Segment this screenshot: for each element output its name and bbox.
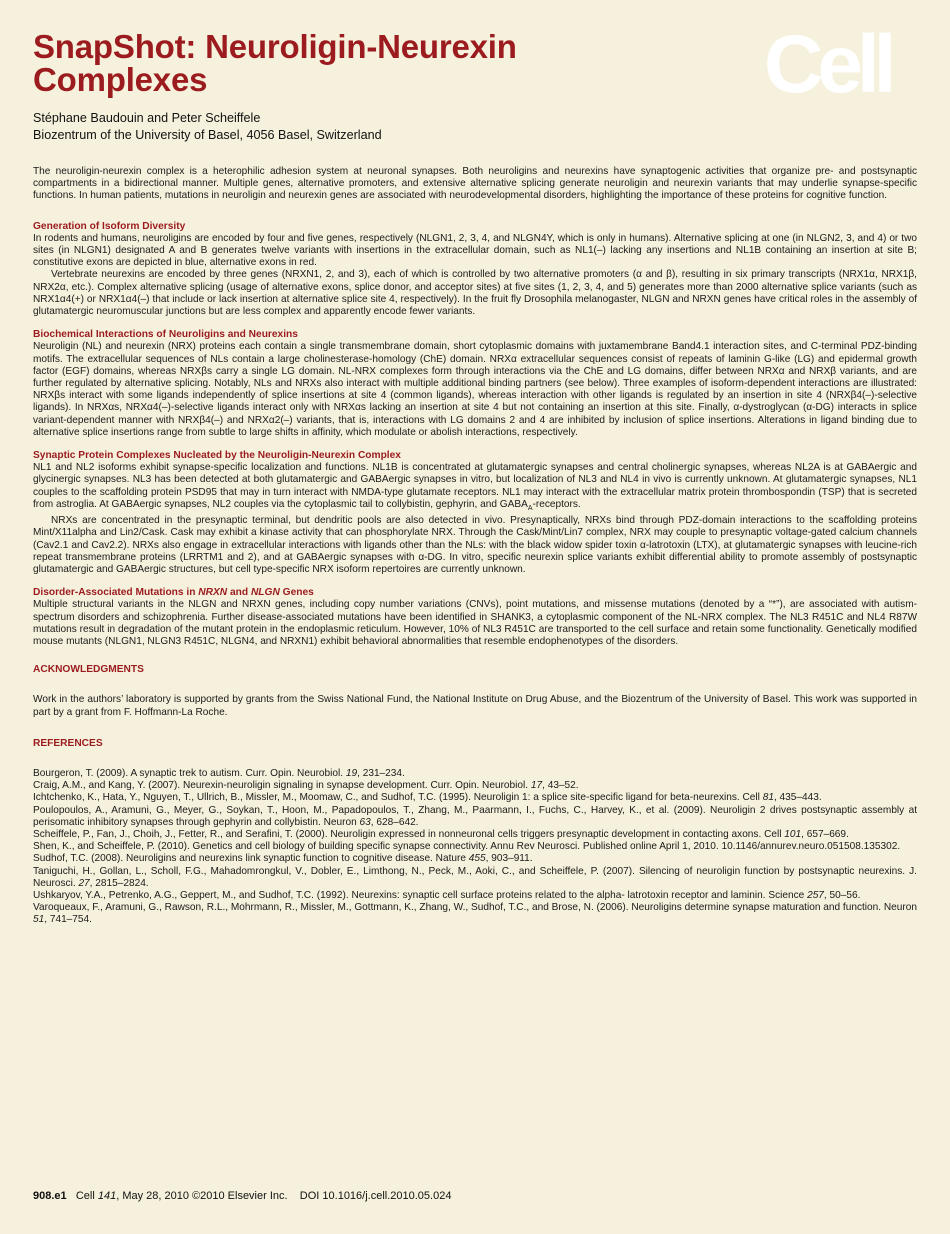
reference-item	[33, 902, 917, 926]
author-block	[33, 110, 733, 144]
reference-item	[33, 780, 917, 792]
reference-pages: , 2815–2824.	[89, 877, 149, 889]
section-paragraph: Multiple structural variants in the NLGN and NRXN genes, including copy number variations (CNVs), point mutations, and missense mutations (denoted by a “*”), are associated with autism-spectrum disorders and schizophrenia. Further disease-associated mutations have been identified in SHANK3, a cytoplasmic component of the NL-NRX complex. The NL3 R451C and NL4 R87W mutations result in degradation of the mutant protein in the endoplasmic reticulum. However, 10% of NL3 R451C are transported to the cell surface and retain some functionality. Genetically modified mouse mutants (NLGN1, NLGN3 R451C, NLGN4, and NRXN1) exhibit behavioral abnormalities that resemble endophenotypes of the disorders.	[33, 599, 917, 647]
reference-text: Scheiffele, P., Fan, J., Choih, J., Fetter, R., and Serafini, T. (2000). Neuroligin expressed in nonneuronal cells triggers presynaptic development in contacting axons. Cell	[33, 828, 785, 840]
reference-volume: 455	[468, 853, 486, 865]
reference-volume: 17	[530, 780, 543, 792]
reference-item	[33, 841, 917, 853]
reference-volume: 51	[33, 914, 45, 926]
reference-pages: , 903–911.	[485, 853, 533, 865]
references	[33, 738, 917, 927]
acknowledgments	[33, 664, 917, 719]
reference-volume: 27	[78, 877, 90, 889]
reference-volume: 63	[359, 816, 371, 828]
reference-pages: , 50–56.	[823, 889, 861, 901]
reference-pages: , 231–234.	[357, 767, 405, 779]
reference-pages: , 628–642.	[370, 816, 419, 828]
section-heading: Synaptic Protein Complexes Nucleated by the Neuroligin-Neurexin Complex	[33, 450, 401, 462]
article-body	[33, 166, 917, 927]
title-line-2: Complexes	[33, 61, 208, 98]
heading-part: Disorder-Associated Mutations in	[33, 587, 199, 599]
subscript: A	[527, 504, 533, 512]
heading-part: and	[227, 587, 251, 599]
journal-volume: 141	[97, 1190, 117, 1202]
reference-text: Ichtchenko, K., Hata, Y., Nguyen, T., Ullrich, B., Missler, M., Moomaw, C., and Sudhof, T.C. (1995). Neuroligin 1: a splice site-specific ligand for beta-neurexins. Cell	[33, 792, 763, 804]
reference-volume: 257	[807, 889, 824, 901]
section-paragraph	[33, 462, 917, 515]
section-paragraph: In rodents and humans, neuroligins are encoded by four and five genes, respectively (NLGN1, 2, 3, 4, and NLGN4Y, which is only in humans). Alternative splicing at one (in NLGN2, 3, and 4) or two sites (in NLGN1) designated A and B generates twelve variants with insertions in the extracellular domain, such as NL1(–) lacking any insertions and NL1B containing an insertion at site B; constitutive exons are depicted in blue, alternative exons in red.	[33, 232, 917, 269]
acknowledgments-heading: ACKNOWLEDGMENTS	[33, 664, 144, 676]
section-disorder-mutations	[33, 587, 917, 648]
heading-part: Genes	[279, 587, 314, 599]
paragraph-text: NL1 and NL2 isoforms exhibit synapse-specific localization and functions. NL1B is concentrated at glutamatergic synapses and central cholinergic synapses, whereas NL2A is at GABAergic and glycinergic synapses. NL3 has been detected at both glutamatergic and GABAergic synapses in vitro, but localization of NL3 and NL4 in vivo is currently unknown. At glutamatergic synapses, NL1 couples to the scaffolding protein PSD95 that may in turn interact with NMDA-type glutamate receptors. NL1 may interact with the extracellular matrix protein thrombospondin (TSP) that is secreted from astroglia. At GABAergic synapses, NL2 couples via the cytoplasmic tail to collybistin, gephyrin, and GABA	[33, 462, 917, 510]
reference-text: Ushkaryov, Y.A., Petrenko, A.G., Geppert, M., and Sudhof, T.C. (1992). Neurexins: synaptic cell surface proteins related to the alpha- latrotoxin receptor and laminin. Science	[33, 889, 808, 901]
reference-item	[33, 768, 917, 780]
reference-text: Craig, A.M., and Kang, Y. (2007). Neurexin-neuroligin signaling in synapse development. Curr. Opin. Neurobiol.	[33, 780, 531, 792]
reference-text: Shen, K., and Scheiffele, P. (2010). Genetics and cell biology of building specific synapse connectivity. Annu Rev Neurosci. Published online April 1, 2010. 10.1146/annurev.neuro.051508.135302.	[33, 841, 901, 853]
reference-text: Bourgeron, T. (2009). A synaptic trek to autism. Curr. Opin. Neurobiol.	[33, 767, 346, 779]
section-heading	[33, 587, 917, 599]
reference-text: Sudhof, T.C. (2008). Neuroligins and neurexins link synaptic function to cognitive disease. Nature	[33, 853, 469, 865]
journal-name: Cell	[75, 1190, 98, 1202]
heading-gene: NLGN	[250, 587, 280, 599]
paragraph-text-end: -receptors.	[532, 498, 581, 510]
reference-item	[33, 829, 917, 841]
reference-volume: 19	[345, 767, 358, 779]
reference-pages: , 435–443.	[773, 792, 822, 804]
reference-volume: 101	[784, 828, 802, 840]
section-paragraph: NRXs are concentrated in the presynaptic terminal, but dendritic pools are also detected in vivo. Presynaptically, NRXs bind through PDZ-domain interactions to the scaffolding proteins Mint/X11alpha and Lin2/Cask. Cask may exhibit a kinase activity that can phosphorylate NRX. Through the Cask/Mint/Lin7 complex, NRX may couple to presynaptic voltage-gated calcium channels (Cav2.1 and Cav2.2). NRXs also engage in extracellular interactions with ligands other than the NLs: with the black widow spider toxin α-latrotoxin (LTX), at glutamatergic synapses with leucine-rich repeat transmembrane proteins (LRRTM1 and 2), and at GABAergic synapses with α-DG. In vitro, specific neurexin splice variants exhibit differential ability to promote assembly of postsynaptic glutamatergic and GABAergic structures, but cell type-specific NRX isoform repertoires are currently unknown.	[33, 515, 917, 575]
reference-item	[33, 792, 917, 804]
section-paragraph: Vertebrate neurexins are encoded by three genes (NRXN1, 2, and 3), each of which is controlled by two alternative promoters (α and β), resulting in six primary transcripts (NRX1α, NRX1β, NRX2α, etc.). Complex alternative splicing (usage of alternative exons, splice donor, and acceptor sites) at five sites (1, 2, 3, 4, and 5) generates more than 2000 alternative splice variants (such as NRX1α4(+) or NRX1α4(–) that include or lack insertion at alternative splice site 4, respectively). In the fruit fly Drosophila melanogaster, NLGN and NRXN genes have critical roles in the assembly of glutamatergic neuromuscular junctions but are less complex and apparently encode fewer variants.	[33, 269, 917, 318]
reference-pages: , 741–754.	[44, 914, 92, 926]
reference-list	[33, 768, 917, 927]
intro-paragraph: The neuroligin-neurexin complex is a heterophilic adhesion system at neuronal synapses. Both neuroligins and neurexins have synaptogenic activities that organize pre- and postsynaptic compartments in a bidirectional manner. Multiple genes, alternative promoters, and extensive alternative splicing generate neuroligin and neurexin variants that may underlie synapse-specific functions. In human patients, mutations in neuroligin and neurexin genes are associated with neurodevelopmental disorders, highlighting the importance of these proteins for cognitive function.	[33, 166, 917, 202]
section-paragraph: Neuroligin (NL) and neurexin (NRX) proteins each contain a single transmembrane domain, short cytoplasmic domains with juxtamembrane Band4.1 interaction sites, and C-terminal PDZ-binding motifs. The extracellular sequences of NLs contain a large cholinesterase-homology (ChE) domain. NRXα extracellular sequences consist of repeats of laminin G-like (LG) and epidermal growth factor (EGF) domains, whereas NRXβs carry a single LG domain. NL-NRX complexes form through interactions via the ChE and LG domains, differ between NRXα and NRXβ variants, and are further regulated by alternative splicing. Notably, NLs and NRXs also interact with multiple additional binding partners (see below). Three examples of isoform-dependent interactions are illustrated: NRXβs interact with some ligands independently of splice insertions at site 4 (common ligands), whereas interaction with other ligands is regulated by an insertion in site 4 (NRXβ4(–)-selective ligands). In NRXαs, NRXα4(–)-selective ligands interact only with NRXαs lacking an insertion at site 4 but not containing an insertion at this site. Finally, α-dystroglycan (α-DG) interacts in splice variant-dependent manner with NRXβ4(–) and NRXα2(–) variants, that is, interactions with LG domains 2 and 4 are inhibited by inclusion of splice insertions. Alterations in ligand binding due to alternative splice insertions range from subtle to large shifts in affinity, which modulate or abolish interactions, respectively.	[33, 341, 917, 438]
references-heading: REFERENCES	[33, 737, 103, 749]
section-heading: Biochemical Interactions of Neuroligins and Neurexins	[33, 329, 298, 341]
reference-text: Poulopoulos, A., Aramuni, G., Meyer, G., Soykan, T., Hoon, M., Papadopoulos, T., Zhang, M., Paarmann, I., Fuchs, C., Harvey, K., et al. (2009). Neuroligin 2 drives postsynaptic assembly at perisomatic inhibitory synapses through gephyrin and collybistin. Neuron	[33, 804, 917, 828]
acknowledgments-text: Work in the authors’ laboratory is supported by grants from the Swiss National Fund, the National Institute on Drug Abuse, and the Biozentrum of the University of Basel. This work was supported in part by a grant from F. Hoffmann-La Roche.	[33, 694, 917, 718]
title-line-1: SnapShot: Neuroligin-Neurexin	[33, 28, 517, 65]
page-number: 908.e1	[33, 1190, 67, 1202]
section-synaptic-complexes	[33, 450, 917, 576]
section-biochemical-interactions	[33, 329, 917, 439]
reference-volume: 81	[762, 792, 774, 804]
section-isoform-diversity	[33, 221, 917, 319]
page-footer	[33, 1190, 451, 1202]
cell-logo: Cell	[764, 19, 891, 110]
page-title	[33, 30, 733, 96]
reference-item	[33, 805, 917, 829]
reference-item	[33, 853, 917, 865]
footer-citation: , May 28, 2010 ©2010 Elsevier Inc. DOI 10.1016/j.cell.2010.05.024	[116, 1190, 452, 1202]
heading-gene: NRXN	[198, 587, 228, 599]
reference-item	[33, 866, 917, 890]
affiliation: Biozentrum of the University of Basel, 4056 Basel, Switzerland	[33, 128, 382, 142]
reference-text: Taniguchi, H., Gollan, L., Scholl, F.G., Mahadomrongkul, V., Dobler, E., Limthong, N., Peck, M., Aoki, C., and Scheiffele, P. (2007). Silencing of neuroligin function by postsynaptic neurexins. J. Neurosci.	[33, 865, 917, 889]
reference-pages: , 43–52.	[542, 780, 579, 792]
authors: Stéphane Baudouin and Peter Scheiffele	[33, 111, 261, 125]
reference-item	[33, 890, 917, 902]
section-heading: Generation of Isoform Diversity	[33, 220, 186, 232]
reference-text: Varoqueaux, F., Aramuni, G., Rawson, R.L., Mohrmann, R., Missler, M., Gottmann, K., Zhang, W., Sudhof, T.C., and Brose, N. (2006). Neuroligins determine synapse maturation and function. Neuron	[33, 902, 917, 914]
reference-pages: , 657–669.	[801, 828, 849, 840]
